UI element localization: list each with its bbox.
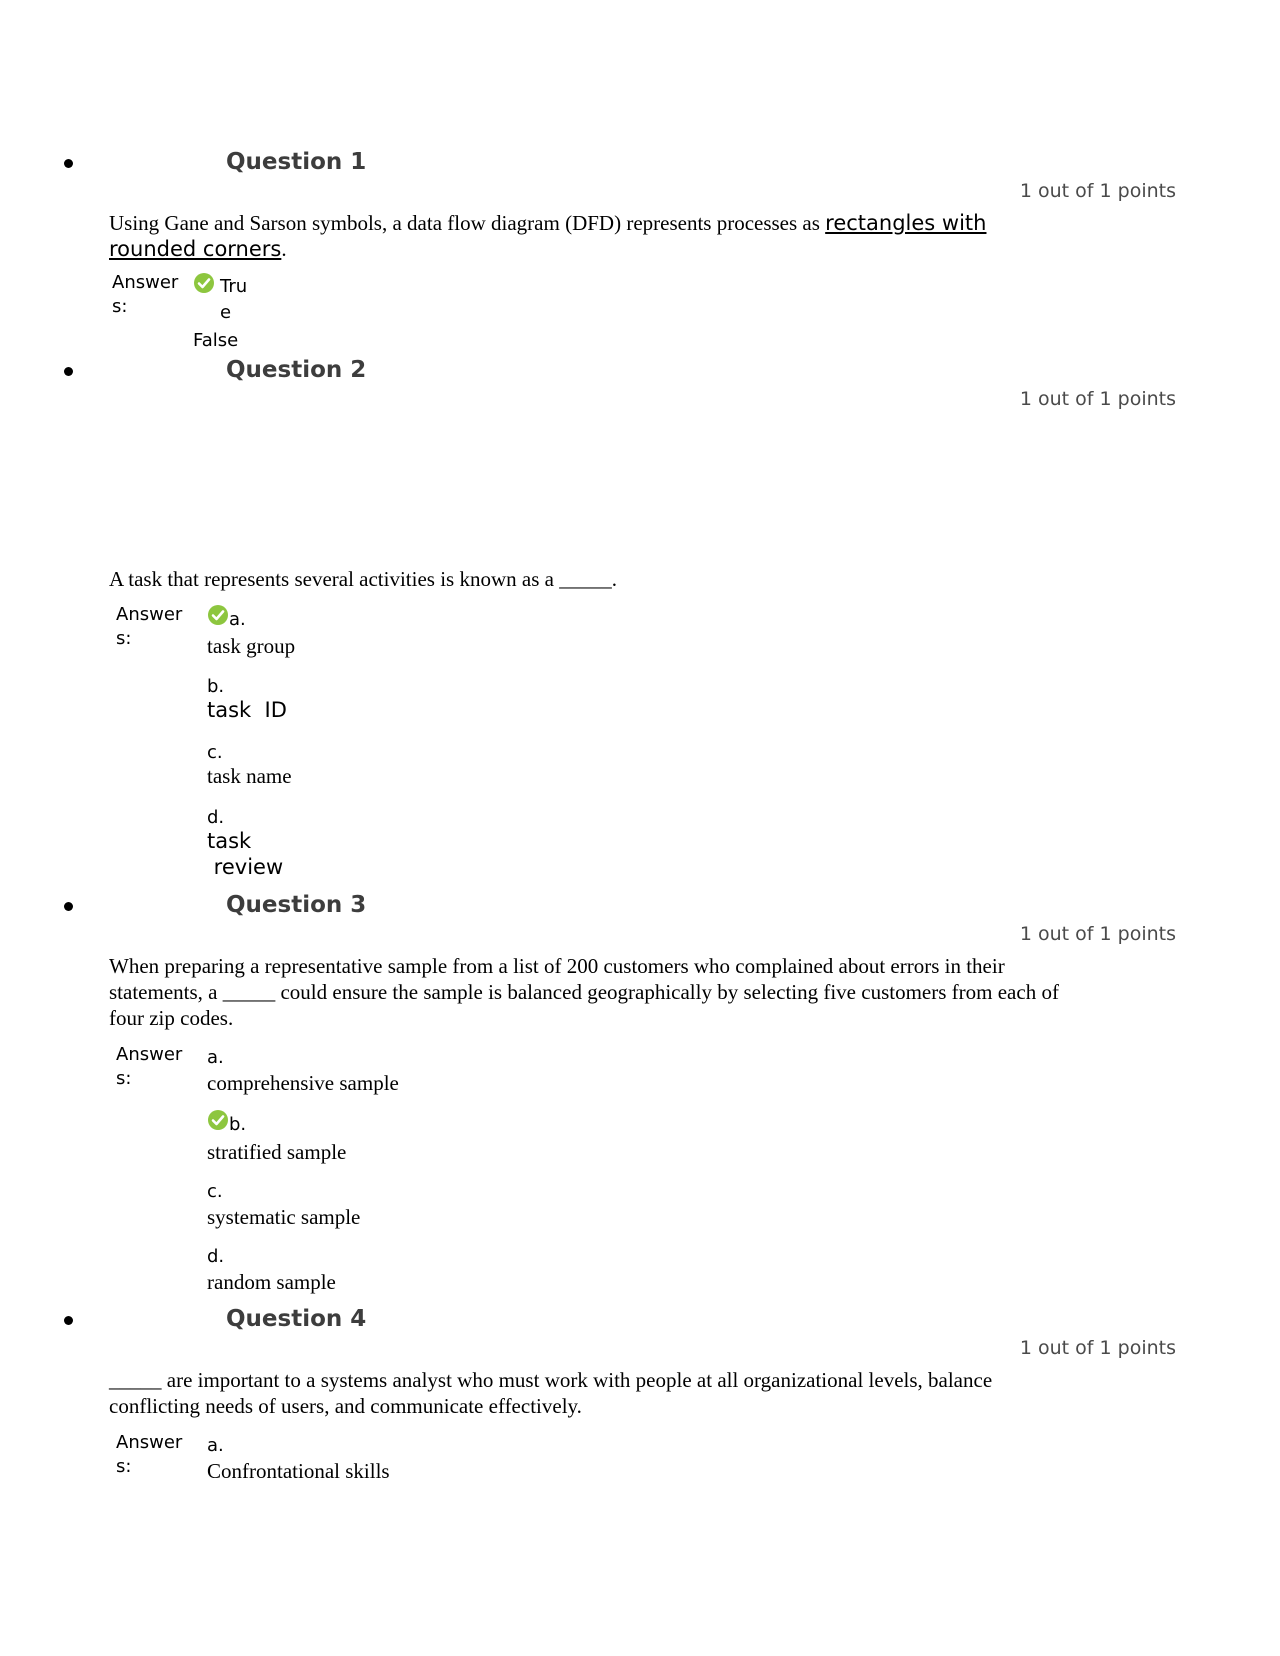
check-circle-icon [208, 1110, 228, 1130]
option-b[interactable]: task ID [207, 698, 287, 722]
check-circle-icon [194, 273, 214, 293]
bullet-icon [64, 1316, 73, 1325]
answers-label: Answers: [116, 1432, 183, 1477]
bullet-icon [64, 159, 73, 168]
question-text: Using Gane and Sarson symbols, a data flow diagram (DFD) represents processes as rectangles with rounded corners. [109, 211, 987, 261]
question-points: 1 out of 1 points [1019, 180, 1176, 202]
check-circle-icon [208, 605, 228, 625]
option-letter: a. [207, 1047, 224, 1068]
question-title: Question 4 [226, 1306, 367, 1332]
question-text: When preparing a representative sample from a list of 200 customers who complained about errors in their statements, a _____ could ensure the sample is balanced geographically by selecting five customers from each of four zip codes. [109, 954, 1059, 1030]
bullet-icon [64, 367, 73, 376]
question-title: Question 1 [226, 149, 367, 175]
option-letter: c. [207, 1181, 223, 1202]
option-d[interactable]: random sample [207, 1270, 336, 1294]
option-a[interactable]: task group [207, 634, 296, 658]
option-letter: b. [207, 676, 225, 697]
question-text: A task that represents several activities is known as a _____. [109, 567, 617, 591]
bullet-icon [64, 902, 73, 911]
option-letter: a. [229, 609, 246, 630]
option-true[interactable]: True [220, 276, 248, 323]
option-letter: d. [207, 1246, 225, 1267]
option-c[interactable]: task name [207, 764, 292, 788]
option-false[interactable]: False [193, 330, 239, 351]
option-letter: d. [207, 807, 225, 828]
question-points: 1 out of 1 points [1019, 923, 1176, 945]
question-title: Question 3 [226, 892, 367, 918]
option-c[interactable]: systematic sample [207, 1205, 361, 1229]
option-a[interactable]: Confrontational skills [207, 1459, 390, 1483]
option-d[interactable]: task review [207, 829, 284, 879]
question-title: Question 2 [226, 357, 367, 383]
question-points: 1 out of 1 points [1019, 388, 1176, 410]
option-a[interactable]: comprehensive sample [207, 1071, 399, 1095]
option-b[interactable]: stratified sample [207, 1140, 347, 1164]
answers-label: Answers: [116, 604, 183, 649]
answers-label: Answers: [112, 272, 179, 317]
underlined-answer: rectangles with rounded corners [109, 211, 987, 261]
question-points: 1 out of 1 points [1019, 1337, 1176, 1359]
option-letter: c. [207, 742, 223, 763]
question-text: _____ are important to a systems analyst who must work with people at all organizational levels, balance conflicting needs of users, and communicate effectively. [109, 1368, 993, 1418]
option-letter: b. [229, 1114, 247, 1135]
option-letter: a. [207, 1435, 224, 1456]
answers-label: Answers: [116, 1044, 183, 1089]
